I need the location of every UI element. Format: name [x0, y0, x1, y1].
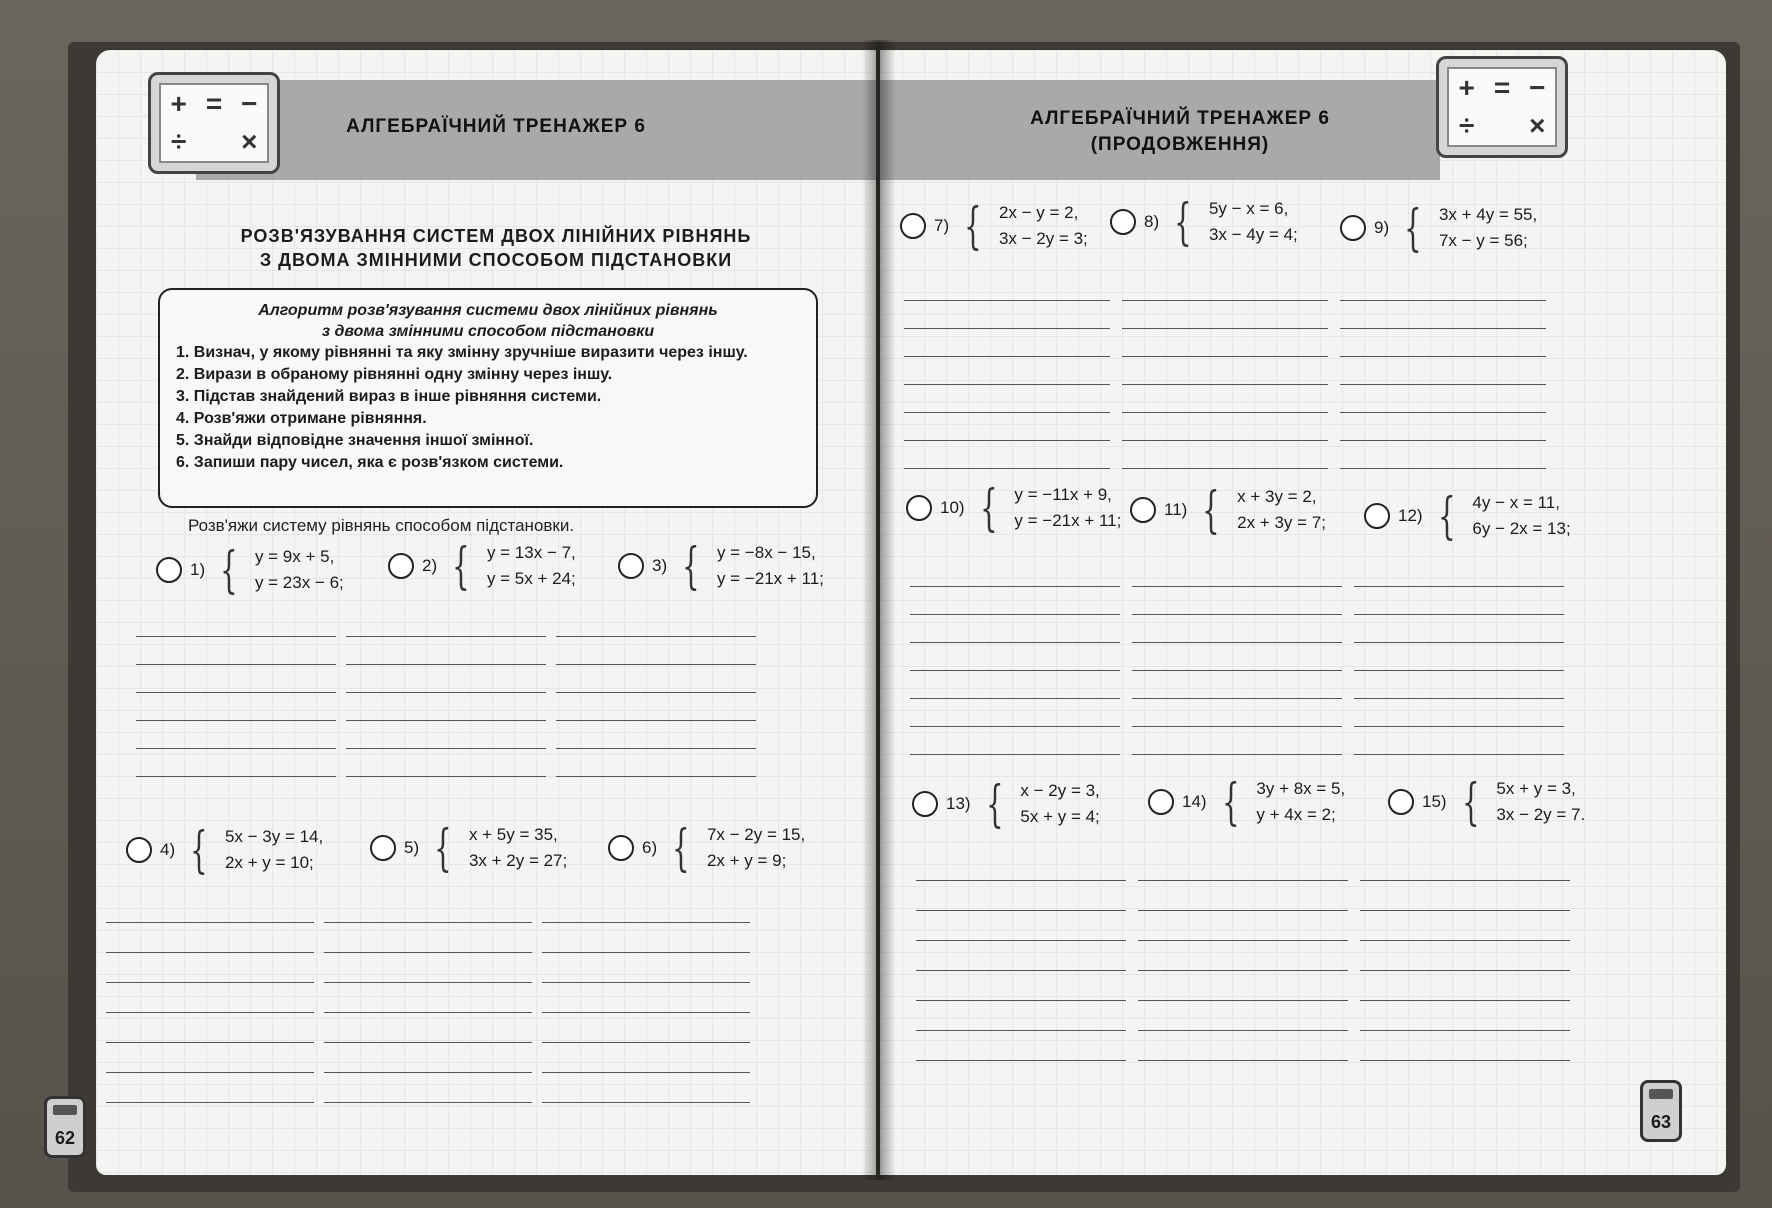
answer-line[interactable] [1354, 642, 1564, 643]
answer-line[interactable] [346, 776, 546, 777]
system-brace: { [979, 479, 998, 537]
page-title: АЛГЕБРАЇЧНИЙ ТРЕНАЖЕР 6 [346, 116, 646, 137]
answer-line[interactable] [1360, 1000, 1570, 1001]
algorithm-step-1: 1. Визнач, у якому рівнянні та яку змінну зручніше виразити через іншу. [176, 344, 748, 361]
plus-icon: + [170, 88, 187, 119]
answer-line[interactable] [106, 1012, 314, 1013]
answer-line[interactable] [910, 754, 1120, 755]
problem-number: 3) [652, 556, 668, 575]
system-brace: { [452, 537, 470, 595]
problem-3 [618, 537, 824, 595]
system-brace: { [682, 537, 700, 595]
multiply-icon: × [1529, 110, 1546, 141]
answer-checkbox[interactable] [1148, 789, 1174, 815]
problem-number: 2) [422, 556, 438, 575]
equation-2: 5x + y = 4; [1020, 807, 1100, 826]
page-subtitle-right: (ПРОДОВЖЕННЯ) [1090, 134, 1270, 155]
answer-line[interactable] [916, 1060, 1126, 1061]
equation-2: y = 23x − 6; [254, 573, 344, 592]
answer-line[interactable] [1354, 698, 1564, 699]
problem-7 [900, 197, 1088, 255]
answer-line[interactable] [542, 952, 750, 953]
equation-2: 3x − 2y = 7. [1496, 805, 1586, 824]
equation-2: 2x + 3y = 7; [1237, 513, 1326, 532]
answer-line[interactable] [904, 328, 1110, 329]
answer-line[interactable] [106, 1072, 314, 1073]
answer-line[interactable] [1138, 1030, 1348, 1031]
answer-line[interactable] [346, 692, 546, 693]
answer-checkbox[interactable] [388, 553, 414, 579]
answer-line[interactable] [1138, 1060, 1348, 1061]
answer-line[interactable] [904, 356, 1110, 357]
equation-2: y = 5x + 24; [486, 569, 576, 588]
problem-number: 5) [404, 838, 420, 857]
answer-line[interactable] [910, 670, 1120, 671]
answer-line[interactable] [1340, 328, 1546, 329]
answer-line[interactable] [346, 664, 546, 665]
answer-line[interactable] [556, 776, 756, 777]
answer-line[interactable] [1340, 384, 1546, 385]
answer-line[interactable] [916, 910, 1126, 911]
answer-line[interactable] [1138, 910, 1348, 911]
answer-line[interactable] [542, 1102, 750, 1103]
answer-line[interactable] [1354, 726, 1564, 727]
answer-line[interactable] [324, 1072, 532, 1073]
problem-number: 6) [642, 838, 658, 857]
equation-2: y = −21x + 11; [1014, 511, 1122, 530]
instruction-text: Розв'яжи систему рівнянь способом підстановки. [188, 516, 575, 535]
equation-2: 2x + y = 10; [224, 853, 314, 872]
answer-line[interactable] [106, 1042, 314, 1043]
equation-2: 3x + 2y = 27; [468, 851, 568, 870]
equation-1: 3y + 8x = 5, [1256, 779, 1346, 798]
answer-line[interactable] [904, 384, 1110, 385]
answer-line[interactable] [556, 636, 756, 637]
equation-2: 7x − y = 56; [1438, 231, 1528, 250]
answer-checkbox[interactable] [618, 553, 644, 579]
answer-checkbox[interactable] [1130, 497, 1156, 523]
system-brace: { [1461, 773, 1480, 831]
system-brace: { [190, 821, 208, 879]
answer-line[interactable] [1354, 670, 1564, 671]
answer-line[interactable] [1132, 642, 1342, 643]
answer-line[interactable] [904, 468, 1110, 469]
answer-line[interactable] [136, 636, 336, 637]
answer-line[interactable] [556, 692, 756, 693]
divide-icon: ÷ [170, 126, 187, 157]
system-brace: { [985, 775, 1004, 833]
answer-line[interactable] [106, 982, 314, 983]
answer-checkbox[interactable] [370, 835, 396, 861]
answer-line[interactable] [916, 1030, 1126, 1031]
algorithm-title-line2: з двома змінними способом підстановки [321, 323, 655, 340]
answer-line[interactable] [916, 970, 1126, 971]
page-number-left [44, 1096, 86, 1158]
problem-number: 12) [1398, 506, 1423, 525]
answer-line[interactable] [904, 412, 1110, 413]
answer-line[interactable] [916, 940, 1126, 941]
answer-line[interactable] [1132, 698, 1342, 699]
answer-line[interactable] [324, 1042, 532, 1043]
system-brace: { [1202, 481, 1220, 539]
minus-icon: − [241, 88, 258, 119]
minus-icon: − [1529, 72, 1546, 103]
equation-1: 5x + y = 3, [1496, 779, 1576, 798]
equation-1: y = −11x + 9, [1014, 485, 1112, 504]
answer-line[interactable] [136, 776, 336, 777]
answer-line[interactable] [1138, 1000, 1348, 1001]
right-header-band [880, 80, 1440, 180]
answer-line[interactable] [324, 1012, 532, 1013]
problem-number: 11) [1164, 500, 1188, 519]
page-title-right: АЛГЕБРАЇЧНИЙ ТРЕНАЖЕР 6 [1030, 108, 1330, 129]
answer-line[interactable] [1340, 300, 1546, 301]
answer-line[interactable] [324, 952, 532, 953]
answer-line[interactable] [542, 922, 750, 923]
problem-12 [1364, 487, 1571, 545]
problem-number: 13) [946, 794, 971, 813]
page-number-text: 62 [54, 1128, 76, 1148]
answer-checkbox[interactable] [1340, 215, 1366, 241]
answer-line[interactable] [1360, 910, 1570, 911]
answer-line[interactable] [1122, 384, 1328, 385]
equation-1: 3x + 4y = 55, [1438, 205, 1538, 224]
answer-line[interactable] [1360, 880, 1570, 881]
problem-5 [370, 819, 568, 877]
answer-line[interactable] [1132, 726, 1342, 727]
problem-6 [608, 819, 806, 877]
equation-2: 3x − 4y = 4; [1208, 225, 1298, 244]
answer-line[interactable] [904, 440, 1110, 441]
equation-2: 2x + y = 9; [706, 851, 787, 870]
equation-1: y = 13x − 7, [486, 543, 576, 562]
right-page [880, 50, 1726, 1175]
problem-number: 4) [160, 840, 176, 859]
equation-1: 7x − 2y = 15, [706, 825, 806, 844]
answer-line[interactable] [556, 664, 756, 665]
system-brace: { [672, 819, 690, 877]
equation-1: 5x − 3y = 14, [224, 827, 324, 846]
answer-line[interactable] [1354, 614, 1564, 615]
answer-line[interactable] [1122, 300, 1328, 301]
problem-8 [1110, 193, 1298, 251]
answer-line[interactable] [1340, 412, 1546, 413]
answer-line[interactable] [1360, 1060, 1570, 1061]
problem-number: 9) [1374, 218, 1390, 237]
answer-checkbox[interactable] [608, 835, 634, 861]
answer-line[interactable] [1122, 356, 1328, 357]
answer-line[interactable] [910, 726, 1120, 727]
problem-number: 15) [1422, 792, 1447, 811]
problem-15 [1388, 773, 1586, 831]
answer-line[interactable] [1122, 440, 1328, 441]
answer-line[interactable] [910, 586, 1120, 587]
equation-1: x + 3y = 2, [1237, 487, 1317, 506]
algorithm-step-2: 2. Вирази в обраному рівнянні одну змінну через іншу. [176, 366, 613, 383]
problem-number: 7) [934, 216, 950, 235]
answer-line[interactable] [1360, 1030, 1570, 1031]
problem-number: 1) [190, 560, 206, 579]
answer-line[interactable] [910, 614, 1120, 615]
answer-line[interactable] [1122, 412, 1328, 413]
answer-line[interactable] [136, 692, 336, 693]
answer-line[interactable] [106, 952, 314, 953]
answer-line[interactable] [1354, 586, 1564, 587]
answer-line[interactable] [324, 982, 532, 983]
algorithm-title-line1: Алгоритм розв'язування системи двох лінійних рівнянь [258, 302, 718, 319]
left-page [54, 50, 876, 1175]
answer-line[interactable] [916, 1000, 1126, 1001]
system-brace: { [1174, 193, 1192, 251]
system-brace: { [1437, 487, 1456, 545]
system-brace: { [1221, 773, 1240, 831]
answer-line[interactable] [1138, 970, 1348, 971]
problem-10 [906, 479, 1122, 537]
section-title-line2: З ДВОМА ЗМІННИМИ СПОСОБОМ ПІДСТАНОВКИ [259, 250, 733, 270]
problem-1 [156, 541, 344, 599]
algorithm-step-3: 3. Підстав знайдений вираз в інше рівняння системи. [176, 388, 602, 405]
system-brace: { [964, 197, 982, 255]
answer-line[interactable] [324, 922, 532, 923]
answer-line[interactable] [346, 748, 546, 749]
equation-1: y = 9x + 5, [254, 547, 335, 566]
multiply-icon: × [241, 126, 258, 157]
answer-line[interactable] [1138, 880, 1348, 881]
answer-line[interactable] [136, 664, 336, 665]
answer-checkbox[interactable] [1110, 209, 1136, 235]
equals-icon: = [1493, 72, 1511, 103]
equation-1: y = −8x − 15, [716, 543, 816, 562]
answer-line[interactable] [1122, 468, 1328, 469]
equation-1: x + 5y = 35, [468, 825, 558, 844]
answer-line[interactable] [542, 982, 750, 983]
answer-line[interactable] [1132, 586, 1342, 587]
problem-2 [388, 537, 576, 595]
answer-checkbox[interactable] [906, 495, 932, 521]
answer-line[interactable] [1132, 670, 1342, 671]
algorithm-step-5: 5. Знайди відповідне значення іншої змінної. [176, 432, 534, 449]
answer-line[interactable] [106, 922, 314, 923]
answer-line[interactable] [136, 748, 336, 749]
answer-line[interactable] [1122, 328, 1328, 329]
answer-line[interactable] [542, 1042, 750, 1043]
system-brace: { [1404, 199, 1422, 257]
algorithm-box [158, 288, 818, 508]
equation-1: 2x − y = 2, [998, 203, 1079, 222]
problem-9 [1340, 199, 1538, 257]
answer-checkbox[interactable] [1364, 503, 1390, 529]
answer-checkbox[interactable] [126, 837, 152, 863]
divide-icon: ÷ [1458, 110, 1475, 141]
equation-2: 6y − 2x = 13; [1472, 519, 1571, 538]
answer-line[interactable] [556, 748, 756, 749]
algorithm-step-4: 4. Розв'яжи отримане рівняння. [176, 410, 427, 427]
problem-number: 14) [1182, 792, 1207, 811]
equals-icon: = [205, 88, 223, 119]
section-title-line1: РОЗВ'ЯЗУВАННЯ СИСТЕМ ДВОХ ЛІНІЙНИХ РІВНЯНЬ [240, 226, 752, 246]
answer-line[interactable] [346, 636, 546, 637]
answer-line[interactable] [106, 1102, 314, 1103]
equation-2: y + 4x = 2; [1256, 805, 1336, 824]
equation-1: 5y − x = 6, [1208, 199, 1289, 218]
answer-line[interactable] [556, 720, 756, 721]
answer-line[interactable] [346, 720, 546, 721]
answer-line[interactable] [910, 642, 1120, 643]
equation-1: 4y − x = 11, [1472, 493, 1560, 512]
answer-line[interactable] [1340, 440, 1546, 441]
answer-line[interactable] [324, 1102, 532, 1103]
answer-checkbox[interactable] [912, 791, 938, 817]
equation-2: y = −21x + 11; [716, 569, 824, 588]
problem-14 [1148, 773, 1346, 831]
system-brace: { [220, 541, 238, 599]
answer-checkbox[interactable] [900, 213, 926, 239]
calculator-logo-right [1436, 56, 1568, 158]
answer-line[interactable] [136, 720, 336, 721]
answer-checkbox[interactable] [156, 557, 182, 583]
answer-line[interactable] [542, 1012, 750, 1013]
problem-11 [1130, 481, 1326, 539]
equation-1: x − 2y = 3, [1020, 781, 1100, 800]
answer-line[interactable] [1360, 970, 1570, 971]
answer-line[interactable] [1354, 754, 1564, 755]
algorithm-step-6: 6. Запиши пару чисел, яка є розв'язком системи. [176, 454, 564, 471]
problem-4 [126, 821, 324, 879]
answer-line[interactable] [916, 880, 1126, 881]
page-number-right [1640, 1080, 1682, 1142]
answer-line[interactable] [1132, 754, 1342, 755]
problem-number: 10) [940, 498, 965, 517]
answer-line[interactable] [1138, 940, 1348, 941]
answer-line[interactable] [1360, 940, 1570, 941]
page-number-text: 63 [1650, 1112, 1672, 1132]
plus-icon: + [1458, 72, 1475, 103]
answer-line[interactable] [1132, 614, 1342, 615]
problem-13 [912, 775, 1100, 833]
answer-line[interactable] [904, 300, 1110, 301]
answer-line[interactable] [542, 1072, 750, 1073]
problem-number: 8) [1144, 212, 1160, 231]
answer-line[interactable] [1340, 468, 1546, 469]
answer-checkbox[interactable] [1388, 789, 1414, 815]
system-brace: { [434, 819, 452, 877]
answer-line[interactable] [1340, 356, 1546, 357]
equation-2: 3x − 2y = 3; [998, 229, 1088, 248]
calculator-logo-left [148, 72, 280, 174]
answer-line[interactable] [910, 698, 1120, 699]
